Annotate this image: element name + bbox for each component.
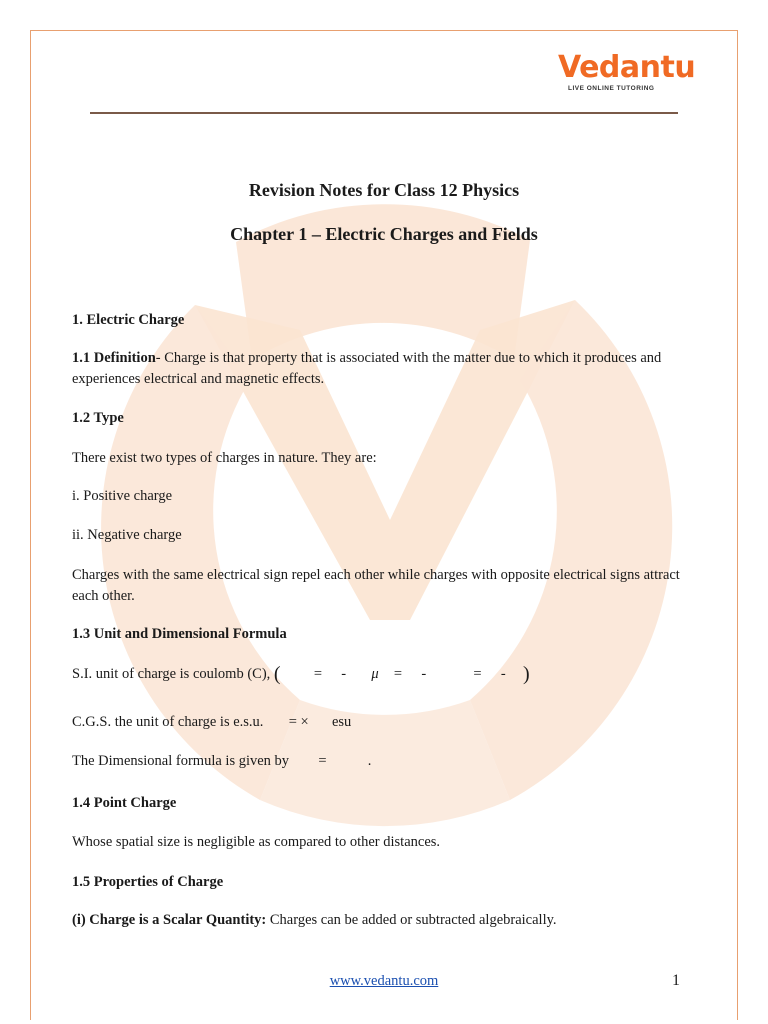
formula-equals: = — [318, 753, 327, 769]
formula-mu: μ — [371, 666, 379, 682]
formula-equals: = — [393, 666, 403, 682]
type-note: Charges with the same electrical sign repel each other while charges with opposite electrical signs attract each other. — [72, 567, 680, 604]
definition-label: 1.1 Definition — [72, 350, 156, 366]
property-scalar-quantity — [72, 910, 692, 931]
formula-period: . — [367, 753, 372, 769]
type-item-negative: ii. Negative charge — [72, 527, 182, 543]
dimensional-formula-line — [72, 751, 692, 772]
formula-open-paren: ( — [273, 663, 281, 685]
page-number: 1 — [672, 972, 680, 989]
point-charge-text: Whose spatial size is negligible as compared to other distances. — [72, 834, 441, 850]
formula-times: × — [300, 714, 309, 730]
property-text: Charges can be added or subtracted algebraically. — [266, 912, 557, 928]
formula-close-paren: ) — [522, 663, 530, 685]
type-intro: There exist two types of charges in nature. They are: — [72, 450, 377, 466]
section-heading-type: 1.2 Type — [72, 410, 124, 426]
logo-tagline: LIVE ONLINE TUTORING — [568, 85, 655, 92]
definition-text: - Charge is that property that is associated with the matter due to which it produces and experiences electrical and magnetic effects. — [72, 350, 662, 387]
section-heading-electric-charge: 1. Electric Charge — [72, 312, 185, 328]
si-unit-line — [72, 664, 692, 685]
formula-esu: esu — [331, 714, 352, 730]
type-item-positive: i. Positive charge — [72, 488, 173, 504]
formula-equals: = — [473, 666, 482, 682]
formula-equals: = — [313, 666, 323, 682]
formula-minus: - — [500, 666, 506, 682]
chapter-title: Chapter 1 – Electric Charges and Fields — [230, 224, 538, 244]
formula-minus: - — [341, 666, 347, 682]
property-label: (i) Charge is a Scalar Quantity: — [72, 912, 267, 928]
section-heading-unit: 1.3 Unit and Dimensional Formula — [72, 626, 287, 642]
footer-website-link[interactable]: www.vedantu.com — [329, 973, 439, 989]
logo-wordmark: Vedantu — [558, 50, 696, 85]
header-divider — [90, 112, 678, 114]
si-unit-text: S.I. unit of charge is coulomb (C), — [72, 666, 271, 682]
cgs-unit-line — [72, 712, 692, 733]
vedantu-logo — [558, 50, 696, 92]
formula-equals: = — [288, 714, 297, 730]
cgs-unit-text: C.G.S. the unit of charge is e.s.u. — [72, 714, 264, 730]
formula-minus: - — [421, 666, 427, 682]
section-heading-properties: 1.5 Properties of Charge — [72, 874, 224, 890]
document-title: Revision Notes for Class 12 Physics — [248, 180, 520, 200]
definition-paragraph — [72, 348, 692, 390]
dimensional-text: The Dimensional formula is given by — [72, 753, 290, 769]
section-heading-point-charge: 1.4 Point Charge — [72, 795, 177, 811]
